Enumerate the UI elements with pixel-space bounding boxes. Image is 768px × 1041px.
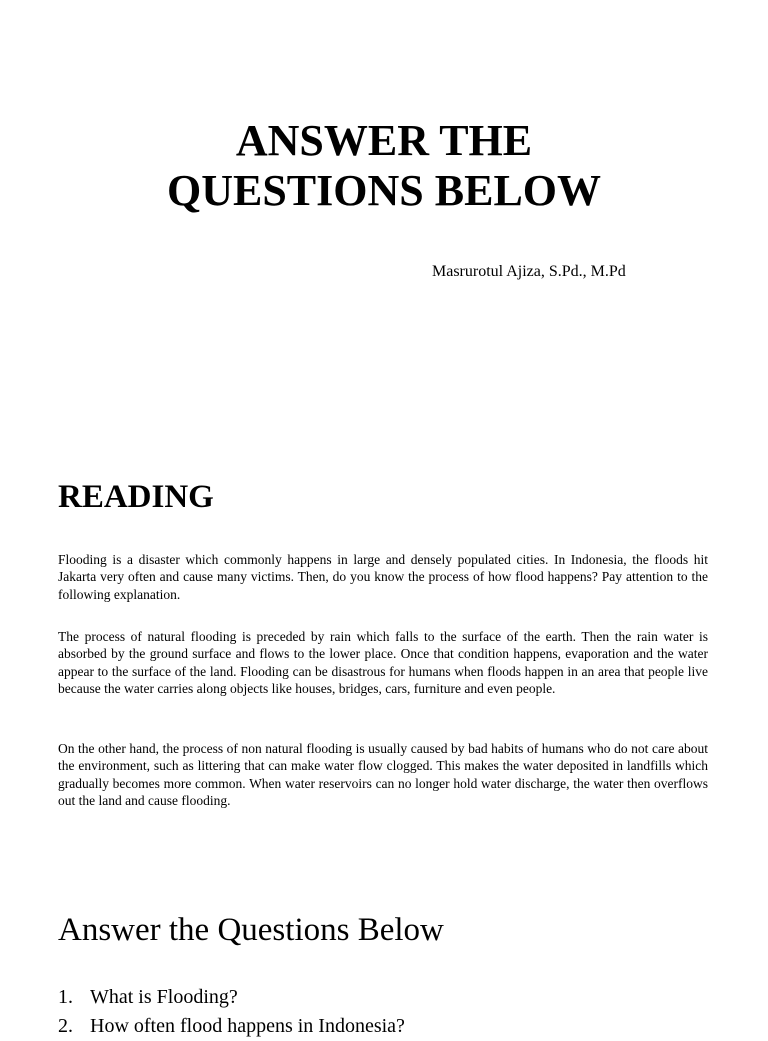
question-text: How often flood happens in Indonesia? [90, 1015, 405, 1037]
question-item [58, 1012, 405, 1041]
question-text: What is Flooding? [90, 986, 238, 1008]
question-number: 2. [58, 1015, 73, 1037]
question-number: 1. [58, 986, 73, 1008]
reading-paragraph-2: The process of natural flooding is preceded by rain which falls to the surface of the earth. Then the rain water is absorbed by the ground surface and flows to the lower place. Once that condition happens, evaporation and the water appear to the surface of the land. Flooding can be disastrous for humans when floods happen in an area that people live because the water carries along objects like houses, bridges, cars, furniture and even people. [58, 629, 708, 696]
question-item [58, 983, 405, 1012]
reading-heading: READING [58, 479, 214, 515]
author-name: Masrurotul Ajiza, S.Pd., M.Pd [432, 263, 626, 280]
page-title-line-1: ANSWER THE [235, 116, 533, 165]
reading-paragraph-3: On the other hand, the process of non natural flooding is usually caused by bad habits of humans who do not care about the environment, such as littering that can make water flow clogged. This makes the water deposited in landfills which gradually becomes more common. When water reservoirs can no longer hold water discharge, the water then overflows out the land and cause flooding. [58, 741, 708, 808]
questions-heading: Answer the Questions Below [58, 912, 444, 948]
question-list [58, 983, 405, 1041]
page-title-line-2: QUESTIONS BELOW [166, 166, 602, 215]
page-title [0, 116, 768, 216]
reading-paragraph-1: Flooding is a disaster which commonly happens in large and densely populated cities. In Indonesia, the floods hit Jakarta very often and cause many victims. Then, do you know the process of how flood happens? Pay attention to the following explanation. [58, 552, 708, 602]
